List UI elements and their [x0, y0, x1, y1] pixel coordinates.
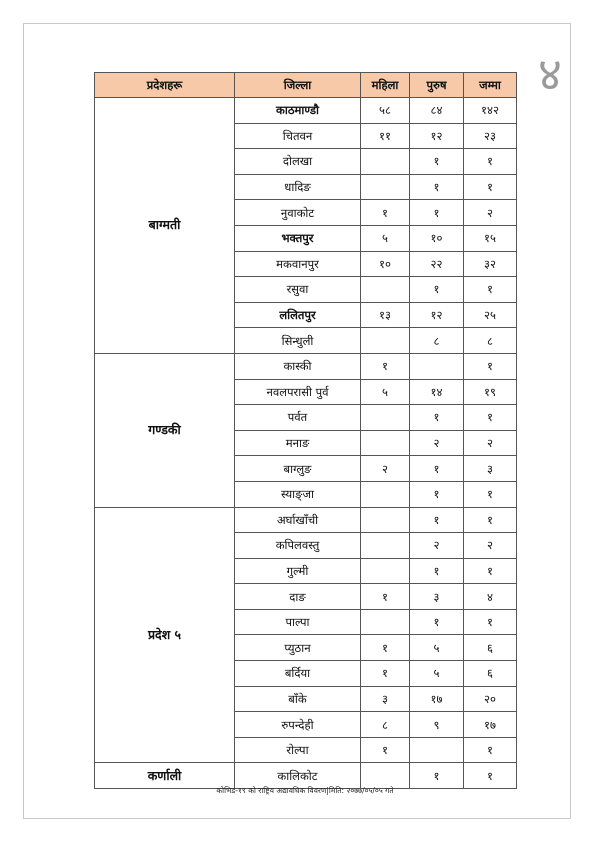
district-cell: कास्की — [235, 353, 361, 379]
district-cell: मनाङ — [235, 430, 361, 456]
male-cell: २२ — [410, 251, 464, 277]
male-cell: १ — [410, 200, 464, 226]
female-cell — [361, 405, 410, 431]
district-cell: धादिङ — [235, 174, 361, 200]
total-cell: १ — [464, 353, 517, 379]
district-cell: नुवाकोट — [235, 200, 361, 226]
table-body — [95, 98, 517, 789]
district-cell: चितवन — [235, 123, 361, 149]
male-cell: १० — [410, 225, 464, 251]
total-cell: ३ — [464, 456, 517, 482]
female-cell: ११ — [361, 123, 410, 149]
total-cell: १५ — [464, 225, 517, 251]
total-cell: १ — [464, 558, 517, 584]
province-cell: गण्डकी — [95, 353, 235, 507]
district-cell: प्युठान — [235, 635, 361, 661]
total-cell: २५ — [464, 302, 517, 328]
female-cell — [361, 558, 410, 584]
total-cell: ६ — [464, 661, 517, 687]
province-cell: कर्णाली — [95, 763, 235, 789]
total-cell: २ — [464, 200, 517, 226]
district-cell: मकवानपुर — [235, 251, 361, 277]
district-cell: गुल्मी — [235, 558, 361, 584]
total-cell: २३ — [464, 123, 517, 149]
total-cell: १ — [464, 763, 517, 789]
district-cell: स्याङ्जा — [235, 481, 361, 507]
header-female: महिला — [361, 73, 410, 98]
male-cell: १७ — [410, 686, 464, 712]
total-cell: १ — [464, 174, 517, 200]
total-cell: ६ — [464, 635, 517, 661]
table-row — [95, 507, 517, 533]
total-cell: ३२ — [464, 251, 517, 277]
male-cell: ८४ — [410, 98, 464, 124]
district-cell: पर्वत — [235, 405, 361, 431]
district-cell: कालिकोट — [235, 763, 361, 789]
district-cell: नवलपरासी पुर्व — [235, 379, 361, 405]
total-cell: ४ — [464, 584, 517, 610]
district-cell: पाल्पा — [235, 609, 361, 635]
female-cell: १ — [361, 584, 410, 610]
male-cell: १ — [410, 507, 464, 533]
district-cell: भक्तपुर — [235, 225, 361, 251]
male-cell — [410, 737, 464, 763]
male-cell: १ — [410, 558, 464, 584]
female-cell — [361, 763, 410, 789]
table-row — [95, 763, 517, 789]
district-cell: अर्घाखाँची — [235, 507, 361, 533]
male-cell: १२ — [410, 302, 464, 328]
district-cell: रसुवा — [235, 277, 361, 303]
total-cell: ८ — [464, 328, 517, 354]
total-cell: १ — [464, 609, 517, 635]
female-cell: १ — [361, 661, 410, 687]
female-cell: १३ — [361, 302, 410, 328]
district-cell: बाँके — [235, 686, 361, 712]
male-cell: १२ — [410, 123, 464, 149]
total-cell: १ — [464, 507, 517, 533]
province-cell: प्रदेश ५ — [95, 507, 235, 763]
female-cell — [361, 277, 410, 303]
male-cell: १ — [410, 763, 464, 789]
total-cell: १ — [464, 405, 517, 431]
total-cell: १ — [464, 737, 517, 763]
female-cell — [361, 609, 410, 635]
female-cell: १० — [361, 251, 410, 277]
table-header-row — [95, 73, 517, 98]
female-cell: १ — [361, 200, 410, 226]
footer-note: कोभिड-१९ को राष्ट्रिय अद्यावधिक विवरण|मिति: २०७७/०५/०५ गते — [216, 786, 394, 795]
total-cell: २ — [464, 533, 517, 559]
total-cell: १ — [464, 149, 517, 175]
male-cell: ३ — [410, 584, 464, 610]
female-cell: ५ — [361, 379, 410, 405]
male-cell: १ — [410, 609, 464, 635]
female-cell: २ — [361, 456, 410, 482]
header-district: जिल्ला — [235, 73, 361, 98]
female-cell: १ — [361, 353, 410, 379]
total-cell: १९ — [464, 379, 517, 405]
female-cell: ३ — [361, 686, 410, 712]
male-cell: ५ — [410, 635, 464, 661]
female-cell — [361, 430, 410, 456]
page-number: ४ — [538, 47, 562, 101]
header-male: पुरुष — [410, 73, 464, 98]
female-cell — [361, 149, 410, 175]
province-cell: बाग्मती — [95, 98, 235, 354]
district-cell: काठमाण्डौ — [235, 98, 361, 124]
male-cell: २ — [410, 430, 464, 456]
district-cell: ललितपुर — [235, 302, 361, 328]
total-cell: २ — [464, 430, 517, 456]
female-cell — [361, 174, 410, 200]
male-cell: १ — [410, 405, 464, 431]
male-cell: १ — [410, 277, 464, 303]
total-cell: १७ — [464, 712, 517, 738]
male-cell: १ — [410, 174, 464, 200]
female-cell — [361, 507, 410, 533]
female-cell: ५८ — [361, 98, 410, 124]
table-row — [95, 98, 517, 124]
male-cell — [410, 353, 464, 379]
total-cell: १४२ — [464, 98, 517, 124]
male-cell: ९ — [410, 712, 464, 738]
female-cell: १ — [361, 635, 410, 661]
total-cell: १ — [464, 277, 517, 303]
male-cell: २ — [410, 533, 464, 559]
table-row — [95, 353, 517, 379]
male-cell: ५ — [410, 661, 464, 687]
male-cell: १ — [410, 149, 464, 175]
header-total: जम्मा — [464, 73, 517, 98]
district-case-table — [94, 72, 517, 789]
district-cell: कपिलवस्तु — [235, 533, 361, 559]
district-cell: बाग्लुङ — [235, 456, 361, 482]
district-cell: रोल्पा — [235, 737, 361, 763]
district-cell: रुपन्देही — [235, 712, 361, 738]
female-cell: ५ — [361, 225, 410, 251]
total-cell: २० — [464, 686, 517, 712]
district-cell: सिन्धुली — [235, 328, 361, 354]
district-cell: दोलखा — [235, 149, 361, 175]
district-cell: दाङ — [235, 584, 361, 610]
female-cell — [361, 481, 410, 507]
female-cell: ८ — [361, 712, 410, 738]
total-cell: १ — [464, 481, 517, 507]
male-cell: ८ — [410, 328, 464, 354]
female-cell — [361, 328, 410, 354]
district-cell: बर्दिया — [235, 661, 361, 687]
female-cell: १ — [361, 737, 410, 763]
header-province: प्रदेशहरू — [95, 73, 235, 98]
male-cell: १४ — [410, 379, 464, 405]
female-cell — [361, 533, 410, 559]
male-cell: १ — [410, 456, 464, 482]
male-cell: १ — [410, 481, 464, 507]
